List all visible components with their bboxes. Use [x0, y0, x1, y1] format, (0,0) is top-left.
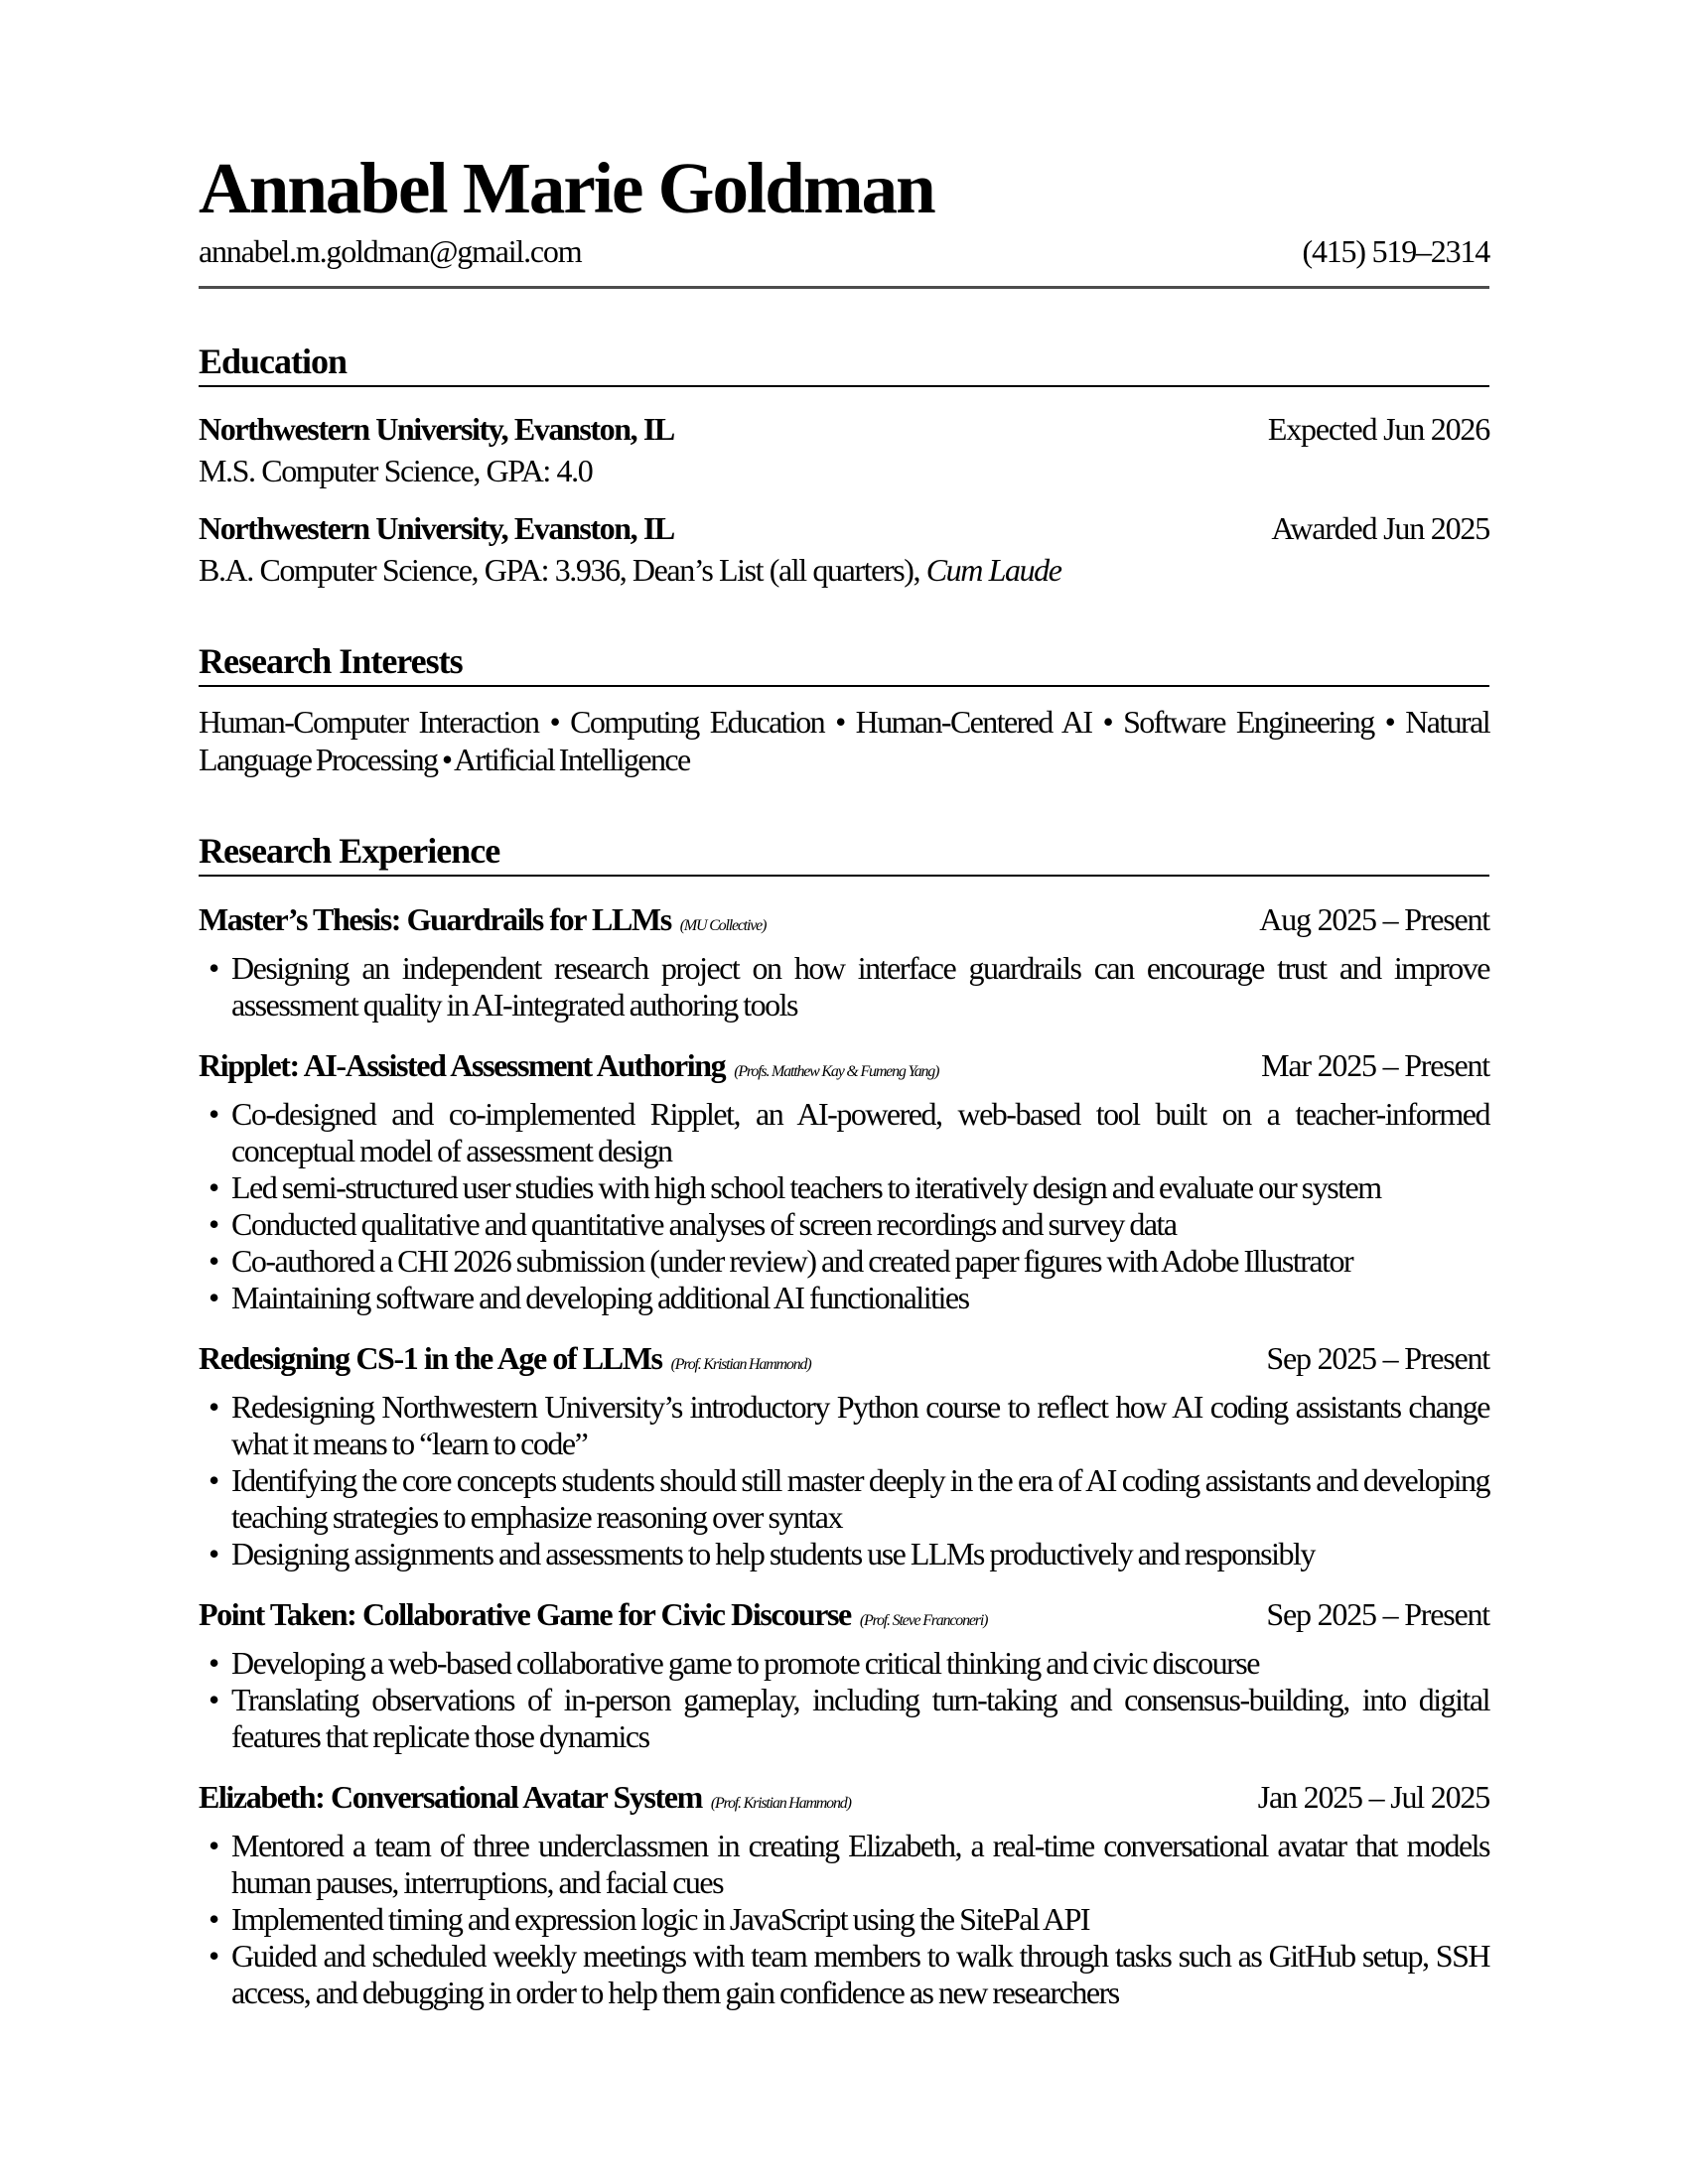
degree-line — [199, 453, 1489, 489]
header-divider — [199, 286, 1489, 289]
education-date: Expected Jun 2026 — [1267, 410, 1489, 447]
bullet-text: Guided and scheduled weekly meetings with team members to walk through tasks such as GitHub setup, SSH access, and debugging in order to help them gain confidence as new researchers — [231, 1937, 1489, 2010]
bullet-text: Maintaining software and developing additional AI functionalities — [231, 1279, 969, 1315]
project-masters-thesis — [199, 901, 1489, 1024]
bullet-item — [199, 950, 1489, 1024]
bullet-text: Translating observations of in-person gameplay, including turn-taking and consensus-building, into digital features that replicate those dynamics — [231, 1681, 1489, 1754]
project-title-row — [199, 1596, 1489, 1633]
project-date: Jan 2025 – Jul 2025 — [1257, 1778, 1489, 1815]
project-name: Elizabeth: Conversational Avatar System — [199, 1778, 702, 1815]
resume-header — [199, 148, 1489, 289]
research-experience-heading: Research Experience — [199, 830, 1489, 877]
bullet-text: Developing a web-based collaborative game to promote critical thinking and civic discourse — [231, 1644, 1259, 1681]
bullet-icon: • — [209, 1095, 218, 1132]
project-affiliation: (MU Collective) — [679, 916, 767, 934]
bullet-item — [199, 1462, 1489, 1536]
bullet-item — [199, 1169, 1489, 1206]
bullet-icon: • — [209, 1900, 218, 1937]
project-affiliation: (Prof. Kristian Hammond) — [710, 1794, 851, 1812]
bullet-icon: • — [209, 1937, 218, 1974]
bullet-icon: • — [209, 1461, 218, 1498]
bullet-icon: • — [209, 949, 218, 986]
research-interests-text: Human-Computer Interaction • Computing Education • Human-Centered AI • Software Engineering • Natural Language Processing • Artificial Intelligence — [199, 703, 1489, 777]
bullet-icon: • — [209, 1388, 218, 1425]
bullet-text: Co-authored a CHI 2026 submission (under review) and created paper figures with Adobe Illustrator — [231, 1242, 1353, 1279]
section-education — [199, 341, 1489, 589]
project-ripplet — [199, 1047, 1489, 1316]
bullet-icon: • — [209, 1644, 218, 1681]
phone-text: (415) 519–2314 — [1302, 232, 1489, 269]
institution-name: Northwestern University, Evanston, IL — [199, 509, 674, 546]
bullet-icon: • — [209, 1279, 218, 1315]
education-date: Awarded Jun 2025 — [1271, 509, 1489, 546]
section-research-interests — [199, 640, 1489, 778]
project-title — [199, 1779, 851, 1816]
project-affiliation: (Prof. Kristian Hammond) — [670, 1355, 811, 1373]
project-name: Point Taken: Collaborative Game for Civic Discourse — [199, 1595, 851, 1632]
project-bullets — [199, 950, 1489, 1024]
bullet-item — [199, 1243, 1489, 1280]
bullet-item — [199, 1536, 1489, 1572]
institution-name: Northwestern University, Evanston, IL — [199, 410, 674, 447]
bullet-icon: • — [209, 1681, 218, 1717]
project-title — [199, 1596, 987, 1633]
bullet-item — [199, 1938, 1489, 2011]
education-heading: Education — [199, 341, 1489, 387]
bullet-text: Led semi-structured user studies with high school teachers to iteratively design and evaluate our system — [231, 1168, 1381, 1205]
bullet-item — [199, 1096, 1489, 1169]
education-entry-row — [199, 411, 1489, 448]
bullet-text: Co-designed and co-implemented Ripplet, an AI-powered, web-based tool built on a teacher-informed conceptual model of assessment design — [231, 1095, 1489, 1168]
project-title-row — [199, 1779, 1489, 1816]
project-bullets — [199, 1389, 1489, 1572]
project-title — [199, 1340, 810, 1377]
project-title-row — [199, 901, 1489, 938]
degree-text: B.A. Computer Science, GPA: 3.936, Dean’s List (all quarters), — [199, 551, 926, 588]
project-title-row — [199, 1340, 1489, 1377]
email-text: annabel.m.goldman@gmail.com — [199, 232, 582, 269]
person-name: Annabel Marie Goldman — [199, 148, 934, 228]
bullet-item — [199, 1828, 1489, 1901]
bullet-text: Designing assignments and assessments to help students use LLMs productively and responsibly — [231, 1535, 1315, 1571]
bullet-text: Designing an independent research project on how interface guardrails can encourage trust and improve assessment quality in AI-integrated authoring tools — [231, 949, 1489, 1023]
project-affiliation: (Prof. Steve Franconeri) — [859, 1611, 988, 1629]
bullet-icon: • — [209, 1168, 218, 1205]
project-date: Sep 2025 – Present — [1266, 1339, 1489, 1376]
bullet-item — [199, 1206, 1489, 1243]
education-entry — [199, 411, 1489, 489]
bullet-text: Redesigning Northwestern University’s introductory Python course to reflect how AI coding assistants change what it means to “learn to code” — [231, 1388, 1489, 1461]
education-entry — [199, 510, 1489, 589]
bullet-icon: • — [209, 1242, 218, 1279]
project-date: Sep 2025 – Present — [1266, 1595, 1489, 1632]
bullet-item — [199, 1901, 1489, 1938]
bullet-icon: • — [209, 1827, 218, 1863]
project-title-row — [199, 1047, 1489, 1084]
project-date: Aug 2025 – Present — [1259, 900, 1489, 937]
section-research-experience — [199, 830, 1489, 2011]
project-title — [199, 901, 766, 938]
bullet-icon: • — [209, 1535, 218, 1571]
bullet-icon: • — [209, 1205, 218, 1242]
bullet-text: Mentored a team of three underclassmen in creating Elizabeth, a real-time conversational avatar that models human pauses, interruptions, and facial cues — [231, 1827, 1489, 1900]
project-name: Ripplet: AI-Assisted Assessment Authoring — [199, 1046, 726, 1083]
research-interests-heading: Research Interests — [199, 640, 1489, 687]
bullet-text: Conducted qualitative and quantitative analyses of screen recordings and survey data — [231, 1205, 1177, 1242]
project-redesigning-cs1 — [199, 1340, 1489, 1572]
bullet-item — [199, 1280, 1489, 1316]
contact-row — [199, 233, 1489, 270]
project-affiliation: (Profs. Matthew Kay & Fumeng Yang) — [734, 1062, 939, 1080]
project-elizabeth — [199, 1779, 1489, 2011]
bullet-item — [199, 1389, 1489, 1462]
bullet-text: Identifying the core concepts students should still master deeply in the era of AI coding assistants and developing teaching strategies to emphasize reasoning over syntax — [231, 1461, 1489, 1535]
project-name: Redesigning CS-1 in the Age of LLMs — [199, 1339, 662, 1376]
project-name: Master’s Thesis: Guardrails for LLMs — [199, 900, 671, 937]
bullet-item — [199, 1645, 1489, 1682]
project-bullets — [199, 1096, 1489, 1316]
bullet-item — [199, 1682, 1489, 1755]
project-date: Mar 2025 – Present — [1261, 1046, 1489, 1083]
degree-line — [199, 552, 1489, 589]
project-bullets — [199, 1645, 1489, 1755]
project-bullets — [199, 1828, 1489, 2011]
bullet-text: Implemented timing and expression logic in JavaScript using the SitePal API — [231, 1900, 1090, 1937]
degree-text: M.S. Computer Science, GPA: 4.0 — [199, 452, 593, 488]
project-title — [199, 1047, 938, 1084]
education-entry-row — [199, 510, 1489, 547]
degree-honors: Cum Laude — [925, 551, 1061, 588]
project-point-taken — [199, 1596, 1489, 1755]
